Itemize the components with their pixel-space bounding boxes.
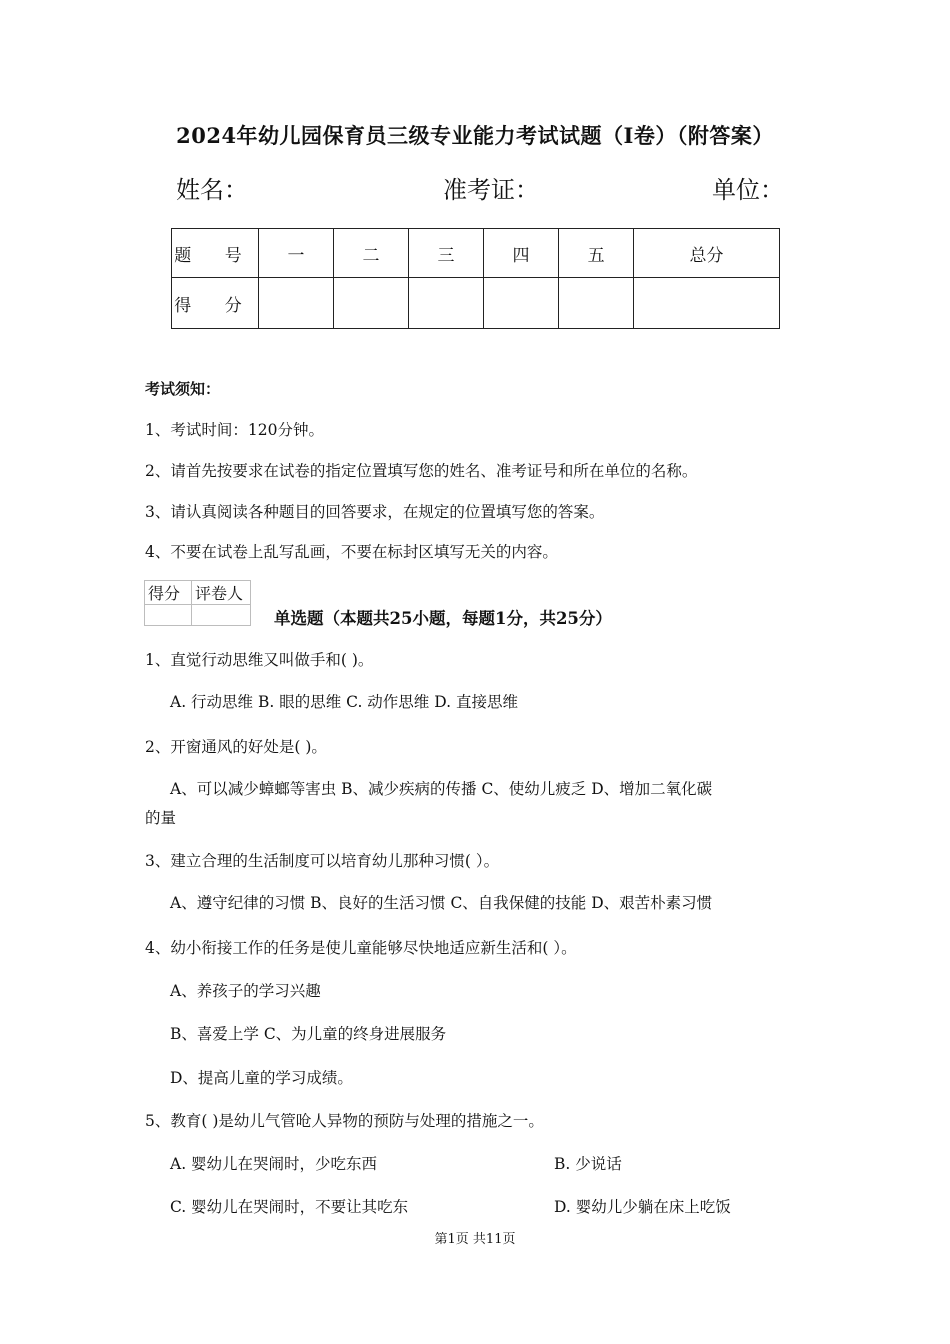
- grader-name-label: 评卷人: [192, 581, 251, 605]
- notice-item: 4、不要在试卷上乱写乱画，不要在标封区填写无关的内容。: [145, 543, 558, 561]
- question-3: 3、建立合理的生活制度可以培育幼儿那种习惯( ）。: [145, 852, 500, 870]
- question-1: 1、直觉行动思维又叫做手和( )。: [145, 651, 374, 669]
- column-2: 二: [334, 229, 409, 278]
- score-cell-4: [484, 278, 559, 329]
- notice-item: 2、请首先按要求在试卷的指定位置填写您的姓名、准考证号和所在单位的名称。: [145, 462, 698, 480]
- score-label: 得 分: [172, 278, 259, 329]
- unit-label: 单位：: [712, 176, 784, 204]
- section-title: 单选题（本题共25小题，每题1分，共25分）: [274, 609, 612, 628]
- question-2: 2、开窗通风的好处是( )。: [145, 738, 327, 756]
- score-cell-3: [409, 278, 484, 329]
- grader-box: [144, 580, 251, 626]
- score-table: [171, 228, 780, 329]
- question-1-options: A. 行动思维 B. 眼的思维 C. 动作思维 D. 直接思维: [170, 693, 518, 711]
- notice-item: 3、请认真阅读各种题目的回答要求，在规定的位置填写您的答案。: [145, 503, 605, 521]
- question-2-options: A、可以减少蟑螂等害虫 B、减少疾病的传播 C、使幼儿疲乏 D、增加二氧化碳: [170, 780, 713, 798]
- column-4: 四: [484, 229, 559, 278]
- question-2-options-cont: 的量: [145, 809, 177, 827]
- question-4-option-bc: B、喜爱上学 C、为儿童的终身进展服务: [170, 1025, 447, 1043]
- question-3-options: A、遵守纪律的习惯 B、良好的生活习惯 C、自我保健的技能 D、艰苦朴素习惯: [170, 894, 713, 912]
- exam-id-label: 准考证：: [443, 176, 539, 204]
- question-5-option-a: A. 婴幼儿在哭闹时，少吃东西: [170, 1155, 378, 1173]
- score-cell-1: [259, 278, 334, 329]
- column-3: 三: [409, 229, 484, 278]
- page-title: 2024年幼儿园保育员三级专业能力考试试题（I卷）（附答案）: [176, 123, 774, 148]
- notice-title: 考试须知：: [145, 380, 221, 398]
- grader-name-cell: [192, 605, 251, 626]
- column-1: 一: [259, 229, 334, 278]
- score-cell-5: [559, 278, 634, 329]
- question-5-option-b: B. 少说话: [554, 1155, 622, 1173]
- grader-score-label: 得分: [145, 581, 192, 605]
- question-4-option-a: A、养孩子的学习兴趣: [170, 982, 321, 1000]
- score-cell-2: [334, 278, 409, 329]
- question-5-option-d: D. 婴幼儿少躺在床上吃饭: [554, 1198, 731, 1216]
- page-footer: 第1页 共11页: [434, 1232, 516, 1247]
- question-5-option-c: C. 婴幼儿在哭闹时，不要让其吃东: [170, 1198, 409, 1216]
- column-total: 总分: [634, 229, 780, 278]
- question-5: 5、教育( )是幼儿气管呛人异物的预防与处理的措施之一。: [145, 1112, 544, 1130]
- question-4-option-d: D、提高儿童的学习成绩。: [170, 1069, 353, 1087]
- column-5: 五: [559, 229, 634, 278]
- question-number-label: 题 号: [172, 229, 259, 278]
- score-cell-total: [634, 278, 780, 329]
- grader-score-cell: [145, 605, 192, 626]
- name-label: 姓名：: [176, 176, 248, 204]
- question-4: 4、幼小衔接工作的任务是使儿童能够尽快地适应新生活和( ）。: [145, 939, 577, 957]
- notice-item: 1、考试时间：120分钟。: [145, 421, 324, 439]
